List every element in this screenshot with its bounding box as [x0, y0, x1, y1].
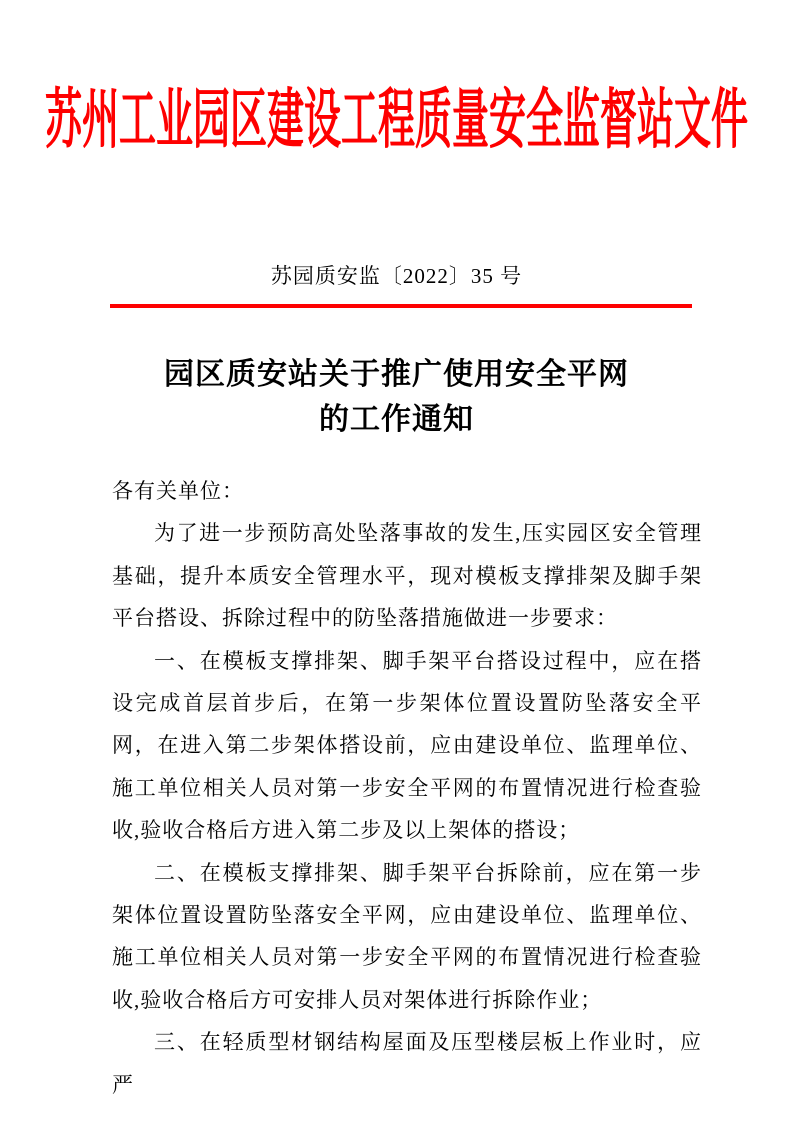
- red-divider-line: [110, 304, 692, 308]
- paragraph-item-3: 三、在轻质型材钢结构屋面及压型楼层板上作业时，应严: [112, 1030, 702, 1097]
- document-title-line-1: 园区质安站关于推广使用安全平网: [164, 358, 629, 391]
- paragraph-item-2: 二、在模板支撑排架、脚手架平台拆除前，应在第一步架体位置设置防坠落安全平网，应由建设单位、监理单位、施工单位相关人员对第一步安全平网的布置情况进行检查验收,验收合格后方可安排人员对架体进行拆除作业；: [112, 860, 702, 1012]
- letterhead-title: 苏州工业园区建设工程质量安全监督站文件: [45, 85, 748, 157]
- document-title-line-2: 的工作通知: [319, 403, 474, 436]
- document-number: 苏园质安监〔2022〕35 号: [270, 264, 523, 288]
- paragraph-intro: 为了进一步预防高处坠落事故的发生,压实园区安全管理基础，提升本质安全管理水平，现对模板支撑排架及脚手架平台搭设、拆除过程中的防坠落措施做进一步要求：: [112, 521, 702, 631]
- salutation: 各有关单位：: [112, 479, 244, 503]
- paragraph-item-1: 一、在模板支撑排架、脚手架平台搭设过程中，应在搭设完成首层首步后，在第一步架体位置设置防坠落安全平网，在进入第二步架体搭设前，应由建设单位、监理单位、施工单位相关人员对第一步安全平网的布置情况进行检查验收,验收合格后方进入第二步及以上架体的搭设；: [112, 648, 702, 843]
- document-body: [112, 470, 702, 1106]
- document-title: [0, 352, 793, 442]
